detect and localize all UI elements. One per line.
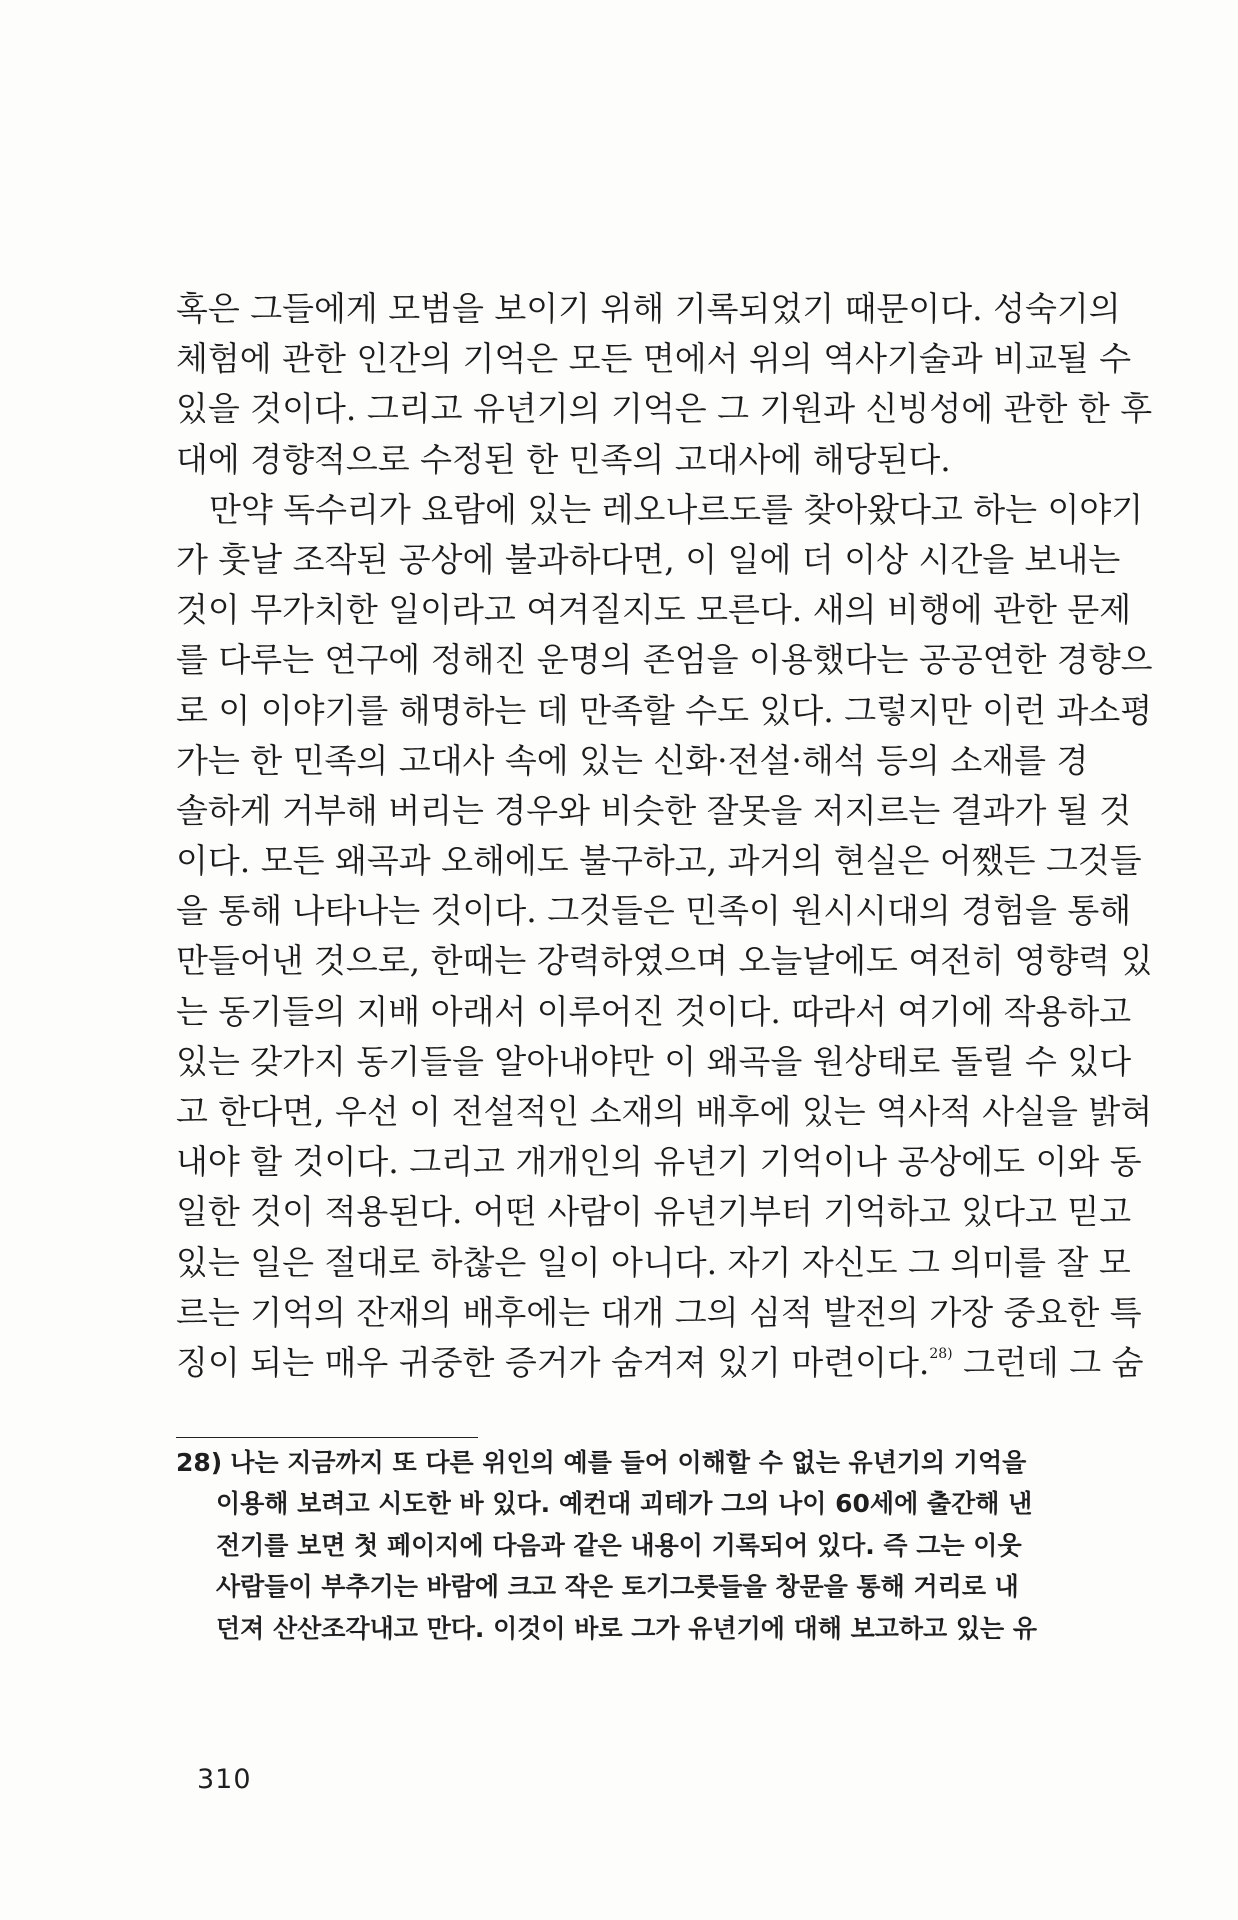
text-line: 고 한다면, 우선 이 전설적인 소재의 배후에 있는 역사적 사실을 밝혀 <box>176 1092 1153 1131</box>
text-line: 있을 것이다. 그리고 유년기의 기억은 그 기원과 신빙성에 관한 한 후 <box>176 389 1153 429</box>
footnote-first-line <box>176 1442 1070 1483</box>
text-line: 르는 기억의 잔재의 배후에는 대개 그의 심적 발전의 가장 중요한 특 <box>176 1292 1142 1332</box>
text-line: 가 훗날 조작된 공상에 불과하다면, 이 일에 더 이상 시간을 보내는 <box>176 539 1121 579</box>
text-line: 만들어낸 것으로, 한때는 강력하였으며 오늘날에도 여전히 영향력 있 <box>176 941 1153 981</box>
text-line: 있는 일은 절대로 하찮은 일이 아니다. 자기 자신도 그 의미를 잘 모 <box>176 1242 1131 1282</box>
footnote-28 <box>176 1442 1070 1649</box>
text-line: 를 다루는 연구에 정해진 운명의 존엄을 이용했다는 공공연한 경향으 <box>176 640 1153 680</box>
paragraph-1 <box>176 284 1153 485</box>
footnote-divider <box>176 1437 478 1438</box>
footnote-line: 전기를 보면 첫 페이지에 다음과 같은 내용이 기록되어 있다. 즉 그는 이웃 <box>216 1530 1022 1560</box>
text-line: 솔하게 거부해 버리는 경우와 비슷한 잘못을 저지르는 결과가 될 것 <box>176 790 1132 830</box>
footnotes <box>176 1442 1070 1649</box>
text-line: 체험에 관한 인간의 기억은 모든 면에서 위의 역사기술과 비교될 수 <box>176 339 1132 379</box>
text-line-with-footnote-ref <box>176 1338 1144 1388</box>
text-line: 혹은 그들에게 모범을 보이기 위해 기록되었기 때문이다. 성숙기의 <box>176 289 1121 328</box>
text-line: 일한 것이 적용된다. 어떤 사람이 유년기부터 기억하고 있다고 믿고 <box>176 1192 1132 1232</box>
page-number: 310 <box>197 1764 252 1795</box>
text-line: 이다. 모든 왜곡과 오해에도 불구하고, 과거의 현실은 어쨌든 그것들 <box>176 841 1142 881</box>
text-line: 있는 갖가지 동기들을 알아내야만 이 왜곡을 원상태로 돌릴 수 있다 <box>176 1041 1132 1081</box>
footnote-ref[interactable]: 28) <box>929 1345 953 1362</box>
text-line: 는 동기들의 지배 아래서 이루어진 것이다. 따라서 여기에 작용하고 <box>176 991 1132 1031</box>
text-line: 가는 한 민족의 고대사 속에 있는 신화·전설·해석 등의 소재를 경 <box>176 740 1089 780</box>
text-line-indented: 만약 독수리가 요람에 있는 레오나르도를 찾아왔다고 하는 이야기 <box>209 489 1144 529</box>
footnote-line: 던져 산산조각내고 만다. 이것이 바로 그가 유년기에 대해 보고하고 있는 유 <box>216 1613 1038 1643</box>
text-line: 내야 할 것이다. 그리고 개개인의 유년기 기억이나 공상에도 이와 동 <box>176 1142 1142 1182</box>
paragraph-2 <box>176 485 1153 1388</box>
text-fragment: 그런데 그 숨 <box>952 1342 1144 1382</box>
text-line: 대에 경향적으로 수정된 한 민족의 고대사에 해당된다. <box>176 439 951 479</box>
text-line: 을 통해 나타나는 것이다. 그것들은 민족이 원시시대의 경험을 통해 <box>176 891 1132 931</box>
footnote-number: 28) <box>176 1448 223 1477</box>
footnote-text: 나는 지금까지 또 다른 위인의 예를 들어 이해할 수 없는 유년기의 기억을 <box>230 1448 1027 1477</box>
text-line: 것이 무가치한 일이라고 여겨질지도 모른다. 새의 비행에 관한 문제 <box>176 590 1132 630</box>
text-fragment: 징이 되는 매우 귀중한 증거가 숨겨져 있기 마련이다. <box>176 1342 930 1382</box>
text-line: 로 이 이야기를 해명하는 데 만족할 수도 있다. 그렇지만 이런 과소평 <box>176 690 1153 730</box>
footnote-line: 이용해 보려고 시도한 바 있다. 예컨대 괴테가 그의 나이 60세에 출간해 낸 <box>216 1489 1033 1519</box>
main-text <box>176 284 1153 1388</box>
footnote-line: 사람들이 부추기는 바람에 크고 작은 토기그릇들을 창문을 통해 거리로 내 <box>216 1572 1019 1602</box>
